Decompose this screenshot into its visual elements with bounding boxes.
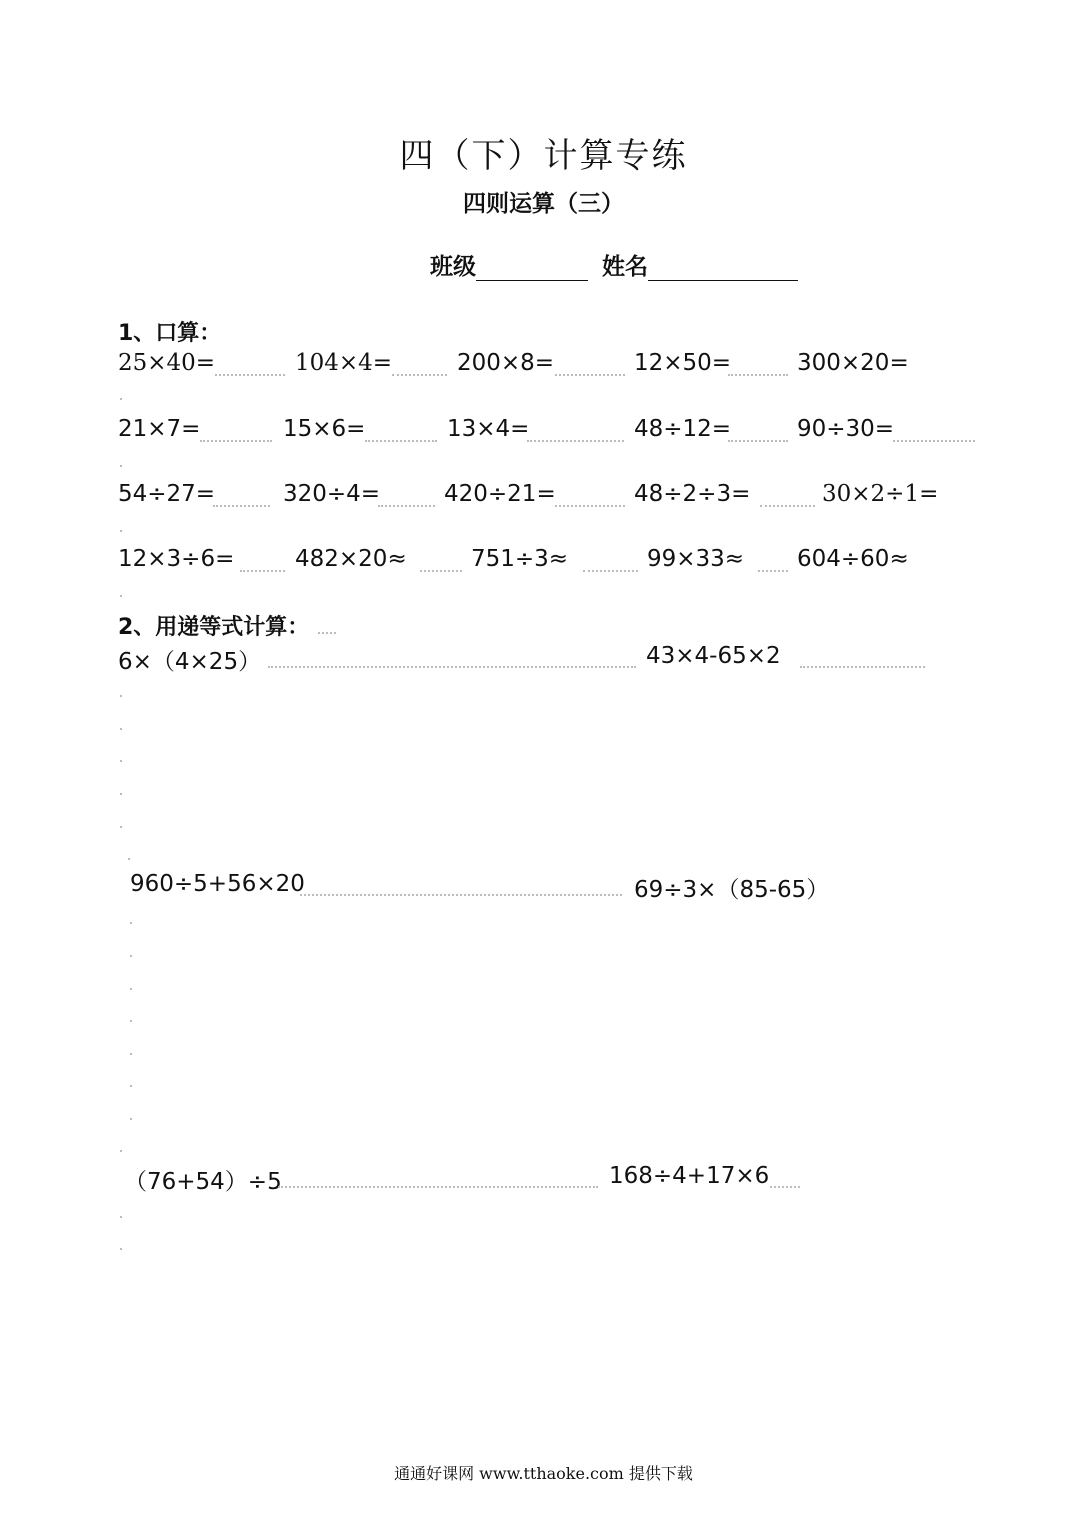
dot-leader: [728, 438, 788, 442]
oral-problem: 48÷2÷3=: [634, 481, 751, 507]
dot-mark: [130, 955, 132, 957]
calc-problem: 69÷3×（85-65）: [634, 877, 830, 903]
oral-problem: 604÷60≈: [797, 546, 909, 572]
page-subtitle: 四则运算（三）: [463, 191, 624, 217]
dot-mark: [120, 728, 122, 730]
oral-problem: 21×7=: [118, 416, 201, 442]
dot-mark: [120, 1216, 122, 1218]
oral-problem: 751÷3≈: [471, 546, 569, 572]
name-blank: [648, 254, 798, 281]
dot-mark: [120, 465, 122, 467]
dot-mark: [130, 1085, 132, 1087]
oral-problem: 54÷27=: [118, 481, 216, 507]
dot-leader: [555, 372, 625, 376]
dot-mark: [130, 1053, 132, 1055]
oral-problem: 12×3÷6=: [118, 546, 235, 572]
dot-mark: [120, 398, 122, 400]
dot-mark: [130, 988, 132, 990]
name-label: 姓名: [602, 254, 648, 280]
calc-problem: 6×（4×25）: [118, 649, 262, 675]
dot-mark: [120, 793, 122, 795]
section2-heading: 2、用递等式计算：: [118, 615, 310, 640]
oral-problem: 12×50=: [634, 350, 732, 376]
page-title: 四（下）计算专练: [399, 136, 688, 176]
oral-problem: 420÷21=: [444, 481, 556, 507]
dot-leader: [200, 438, 272, 442]
dot-leader: [555, 503, 625, 507]
calc-problem: （76+54）÷5: [124, 1169, 282, 1195]
oral-problem: 48÷12=: [634, 416, 732, 442]
oral-problem: 482×20≈: [295, 546, 407, 572]
dot-mark: [120, 695, 122, 697]
section1-heading: 1、口算：: [118, 321, 222, 346]
dot-leader: [215, 372, 285, 376]
dot-leader: [268, 664, 636, 668]
class-blank: [476, 254, 588, 281]
dot-leader: [318, 630, 336, 634]
oral-problem: 90÷30=: [797, 416, 895, 442]
dot-leader: [758, 568, 788, 572]
dot-leader: [300, 892, 622, 896]
oral-problem: 13×4=: [447, 416, 530, 442]
oral-problem: 99×33≈: [647, 546, 745, 572]
dot-leader: [392, 372, 447, 376]
dot-mark: [120, 530, 122, 532]
dot-leader: [800, 664, 925, 668]
dot-leader: [378, 503, 435, 507]
dot-mark: [120, 1150, 122, 1152]
dot-leader: [213, 503, 270, 507]
calc-problem: 43×4-65×2: [646, 643, 781, 669]
student-info: [430, 248, 798, 281]
oral-problem: 320÷4=: [283, 481, 381, 507]
dot-mark: [120, 826, 122, 828]
dot-leader: [365, 438, 437, 442]
dot-leader: [240, 568, 285, 572]
dot-mark: [128, 858, 130, 860]
oral-problem: 25×40=: [118, 350, 216, 376]
dot-mark: [130, 1118, 132, 1120]
dot-mark: [130, 922, 132, 924]
dot-leader: [728, 372, 788, 376]
dot-leader: [420, 568, 462, 572]
dot-leader: [278, 1184, 598, 1188]
dot-mark: [120, 760, 122, 762]
dot-mark: [120, 595, 122, 597]
calc-problem: 960÷5+56×20: [130, 871, 305, 897]
dot-mark: [130, 1020, 132, 1022]
oral-problem: 200×8=: [457, 350, 555, 376]
dot-leader: [893, 438, 975, 442]
dot-leader: [527, 438, 624, 442]
footer: 通通好课网 www.tthaoke.com 提供下载: [394, 1464, 693, 1483]
class-label: 班级: [430, 254, 476, 280]
dot-mark: [120, 1248, 122, 1250]
oral-problem: 30×2÷1=: [822, 481, 939, 507]
dot-leader: [760, 503, 815, 507]
dot-leader: [583, 568, 638, 572]
oral-problem: 300×20=: [797, 350, 909, 376]
oral-problem: 104×4=: [295, 350, 393, 376]
dot-leader: [770, 1184, 800, 1188]
calc-problem: 168÷4+17×6: [609, 1163, 770, 1189]
oral-problem: 15×6=: [283, 416, 366, 442]
